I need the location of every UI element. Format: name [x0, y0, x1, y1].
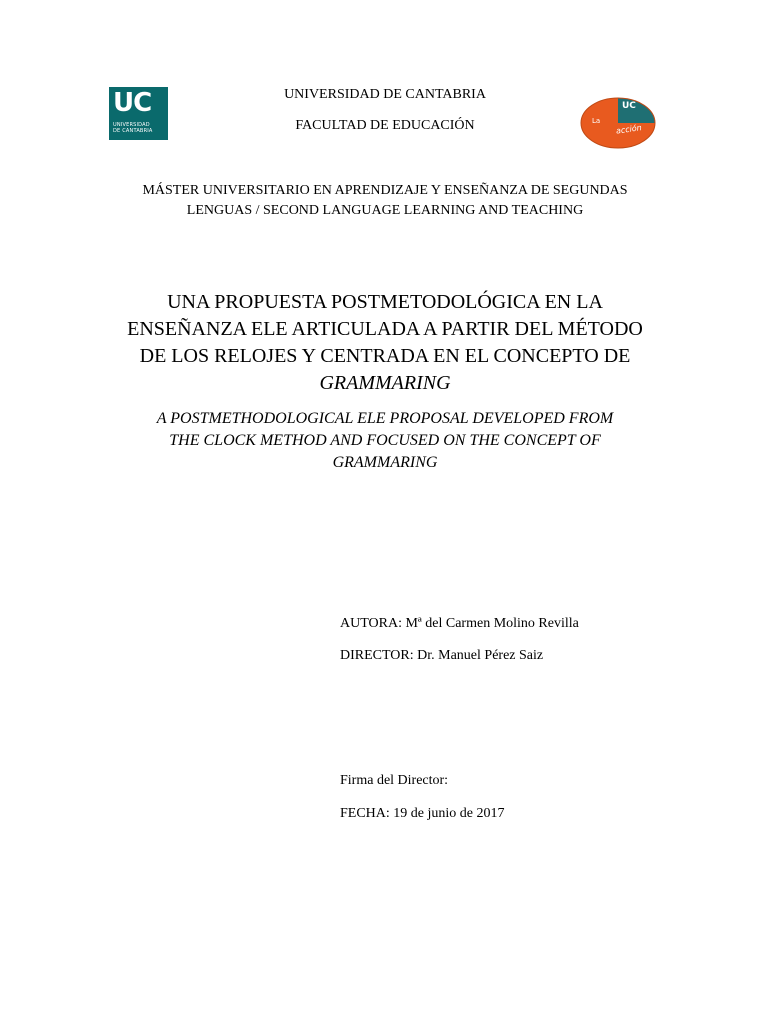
program-line2: LENGUAS / SECOND LANGUAGE LEARNING AND TEACHING: [186, 203, 584, 218]
uc-logo-subtitle-line2: DE CANTABRIA: [113, 128, 153, 134]
uc-logo-letters: UC: [113, 88, 152, 118]
signature-label: Firma del Director:: [340, 773, 449, 788]
title-line3: DE LOS RELOJES Y CENTRADA EN EL CONCEPTO DE: [139, 345, 631, 367]
director-line: DIRECTOR: Dr. Manuel Pérez Saiz: [340, 648, 544, 663]
uc-logo-subtitle: [113, 122, 165, 134]
title-line2: ENSEÑANZA ELE ARTICULADA A PARTIR DEL MÉTODO: [127, 318, 643, 340]
author-line: AUTORA: Mª del Carmen Molino Revilla: [340, 616, 579, 631]
university-name: UNIVERSIDAD DE CANTABRIA: [284, 87, 486, 102]
universidad-cantabria-logo: [109, 87, 168, 140]
subtitle-line3: GRAMMARING: [332, 454, 438, 471]
accion-word-text: acción: [615, 123, 643, 136]
program-name: [100, 181, 670, 221]
date-line: FECHA: 19 de junio de 2017: [340, 806, 505, 821]
accion-prefix-text: La: [592, 117, 601, 125]
title-line1: UNA PROPUESTA POSTMETODOLÓGICA EN LA: [167, 291, 603, 313]
faculty-name: FACULTAD DE EDUCACIÓN: [295, 118, 475, 133]
program-line1: MÁSTER UNIVERSITARIO EN APRENDIZAJE Y ENSEÑANZA DE SEGUNDAS: [142, 183, 628, 198]
thesis-subtitle-english: [95, 408, 675, 474]
title-line4: GRAMMARING: [319, 372, 451, 394]
thesis-title: [95, 289, 675, 397]
accion-badge-text: UC: [622, 101, 636, 111]
subtitle-line2: THE CLOCK METHOD AND FOCUSED ON THE CONCEPT OF: [169, 432, 601, 449]
subtitle-line1: A POSTMETHODOLOGICAL ELE PROPOSAL DEVELOPED FROM: [156, 410, 614, 427]
uc-logo-subtitle-line1: UNIVERSIDAD: [113, 122, 150, 128]
uc-accion-logo: [578, 90, 658, 150]
